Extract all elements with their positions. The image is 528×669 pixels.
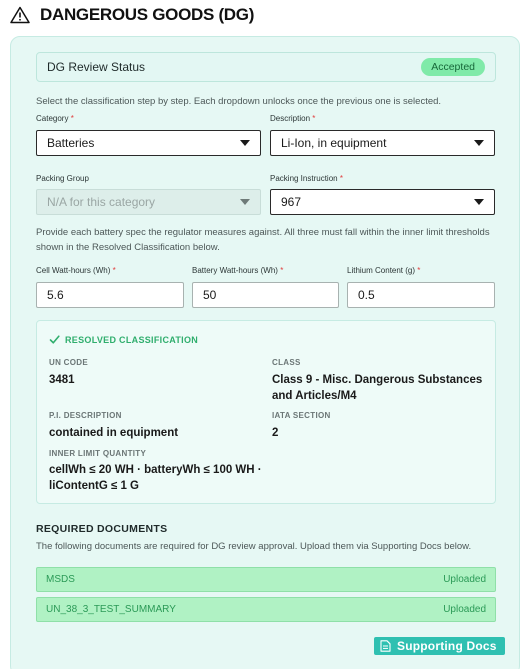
description-label: Description * (270, 114, 316, 123)
document-name: UN_38_3_TEST_SUMMARY (46, 604, 176, 615)
pi-description-label: P.I. DESCRIPTION (49, 411, 122, 420)
dg-panel (10, 36, 520, 669)
status-badge: Accepted (421, 58, 485, 76)
category-select[interactable] (36, 130, 261, 156)
iata-section-value: 2 (272, 427, 279, 439)
classification-helper-text: Select the classification step by step. Each dropdown unlocks once the previous one is selected. (36, 96, 442, 107)
category-value: Batteries (47, 136, 95, 150)
description-select[interactable] (270, 130, 495, 156)
description-value: Li-Ion, in equipment (281, 136, 387, 150)
chevron-down-icon (474, 199, 484, 205)
chevron-down-icon (240, 199, 250, 205)
resolved-title: RESOLVED CLASSIFICATION (49, 334, 198, 345)
list-item (36, 567, 496, 592)
documents-helper-text: The following documents are required for DG review approval. Upload them via Supporting Docs below. (36, 541, 472, 552)
un-code-value: 3481 (49, 374, 75, 386)
document-name: MSDS (46, 574, 75, 585)
check-icon (49, 334, 60, 345)
iata-section-label: IATA SECTION (272, 411, 331, 420)
cell-wh-label: Cell Watt-hours (Wh) * (36, 266, 116, 275)
packing-instruction-value: 967 (281, 195, 302, 209)
packing-group-label: Packing Group (36, 174, 89, 183)
section-header (10, 4, 254, 26)
category-label: Category * (36, 114, 74, 123)
battery-wh-label: Battery Watt-hours (Wh) * (192, 266, 284, 275)
warning-triangle-icon (10, 6, 30, 24)
required-documents-title: REQUIRED DOCUMENTS (36, 523, 168, 535)
battery-wh-input[interactable]: 50 (192, 282, 339, 308)
supporting-docs-button[interactable] (374, 637, 505, 655)
document-status: Uploaded (443, 574, 486, 585)
inner-limit-value: cellWh ≤ 20 WH · batteryWh ≤ 100 WH · liContentG ≤ 1 G (49, 464, 262, 492)
un-code-label: UN CODE (49, 358, 88, 367)
chevron-down-icon (474, 140, 484, 146)
lithium-label: Lithium Content (g) * (347, 266, 421, 275)
packing-instruction-select[interactable] (270, 189, 495, 215)
class-value: Class 9 - Misc. Dangerous Substances and Articles/M4 (272, 374, 483, 402)
cell-wh-input[interactable]: 5.6 (36, 282, 184, 308)
document-icon (380, 640, 391, 652)
packing-group-value: N/A for this category (47, 195, 156, 209)
chevron-down-icon (240, 140, 250, 146)
review-status-box (36, 52, 496, 82)
battery-helper-text: Provide each battery spec the regulator measures against. All three must fall within the inner limit thresholds shown in the Resolved Classification below. (36, 227, 490, 253)
page-title: DANGEROUS GOODS (DG) (40, 5, 255, 24)
pi-description-value: contained in equipment (49, 427, 179, 439)
class-label: CLASS (272, 358, 301, 367)
lithium-input[interactable]: 0.5 (347, 282, 495, 308)
packing-group-select (36, 189, 261, 215)
resolved-classification-box (36, 320, 496, 504)
supporting-docs-label: Supporting Docs (397, 639, 497, 653)
packing-instruction-label: Packing Instruction * (270, 174, 343, 183)
review-status-label: DG Review Status (47, 60, 146, 74)
list-item (36, 597, 496, 622)
inner-limit-label: INNER LIMIT QUANTITY (49, 449, 147, 458)
document-status: Uploaded (443, 604, 486, 615)
